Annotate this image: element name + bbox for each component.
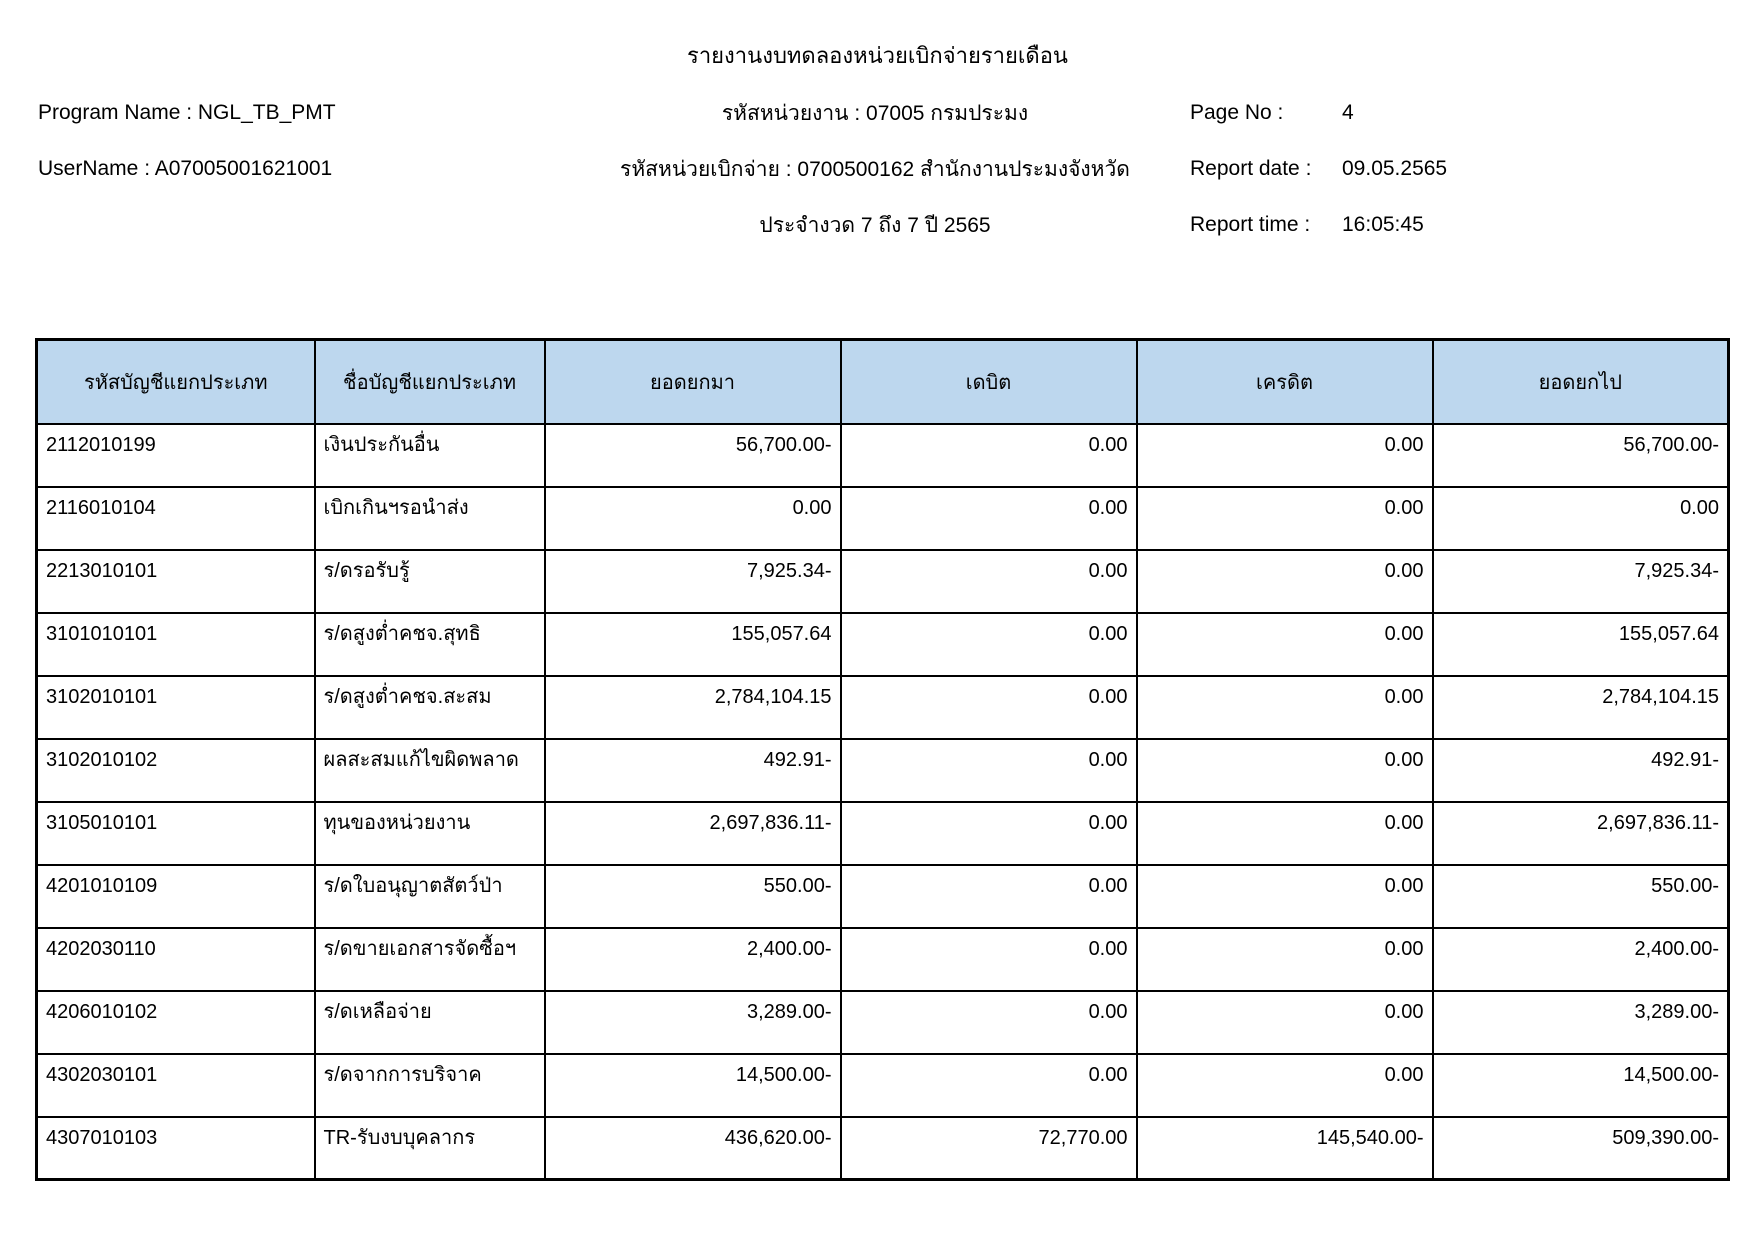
account-name-cell: ร/ดรอรับรู้	[315, 550, 545, 613]
table-row	[37, 1117, 1729, 1180]
balance-carried-forward-cell: 2,400.00-	[1433, 928, 1729, 991]
balance-carried-forward-cell: 509,390.00-	[1433, 1117, 1729, 1180]
account-code-cell: 4202030110	[37, 928, 315, 991]
balance-carried-forward-cell: 155,057.64	[1433, 613, 1729, 676]
debit-cell: 0.00	[841, 739, 1137, 802]
account-code-cell: 3102010102	[37, 739, 315, 802]
credit-cell: 0.00	[1137, 613, 1433, 676]
credit-cell: 0.00	[1137, 550, 1433, 613]
username-label: UserName :	[38, 157, 151, 180]
report-time-line	[1190, 213, 1755, 237]
credit-cell: 0.00	[1137, 676, 1433, 739]
table-row	[37, 487, 1729, 550]
credit-cell: 0.00	[1137, 424, 1433, 487]
account-name-cell: ร/ดเหลือจ่าย	[315, 991, 545, 1054]
table-header-row	[37, 340, 1729, 424]
account-name-cell: เบิกเกินฯรอนำส่ง	[315, 487, 545, 550]
balance-carried-forward-cell: 0.00	[1433, 487, 1729, 550]
page-no-label: Page No :	[1190, 101, 1284, 124]
balance-carried-forward-cell: 2,784,104.15	[1433, 676, 1729, 739]
disbursement-unit-line: รหัสหน่วยเบิกจ่าย : 0700500162 สำนักงานประมงจังหวัด	[620, 157, 1130, 181]
account-code-cell: 2116010104	[37, 487, 315, 550]
debit-cell: 0.00	[841, 928, 1137, 991]
balance-carried-forward-cell: 7,925.34-	[1433, 550, 1729, 613]
balance-brought-forward-cell: 436,620.00-	[545, 1117, 841, 1180]
column-header-balance-brought-forward: ยอดยกมา	[545, 340, 841, 424]
table-row	[37, 613, 1729, 676]
credit-cell: 145,540.00-	[1137, 1117, 1433, 1180]
page-no-value: 4	[1342, 101, 1354, 124]
report-time-label: Report time :	[1190, 213, 1311, 236]
account-code-cell: 3101010101	[37, 613, 315, 676]
debit-cell: 0.00	[841, 676, 1137, 739]
account-name-cell: ทุนของหน่วยงาน	[315, 802, 545, 865]
balance-brought-forward-cell: 0.00	[545, 487, 841, 550]
column-header-debit: เดบิต	[841, 340, 1137, 424]
account-name-cell: TR-รับงบบุคลากร	[315, 1117, 545, 1180]
report-title: รายงานงบทดลองหน่วยเบิกจ่ายรายเดือน	[687, 43, 1068, 68]
account-code-cell: 4307010103	[37, 1117, 315, 1180]
credit-cell: 0.00	[1137, 991, 1433, 1054]
debit-cell: 0.00	[841, 487, 1137, 550]
program-name-value: NGL_TB_PMT	[197, 101, 336, 124]
credit-cell: 0.00	[1137, 739, 1433, 802]
balance-brought-forward-cell: 550.00-	[545, 865, 841, 928]
report-time-value: 16:05:45	[1342, 213, 1424, 236]
account-code-cell: 4201010109	[37, 865, 315, 928]
balance-carried-forward-cell: 56,700.00-	[1433, 424, 1729, 487]
credit-cell: 0.00	[1137, 802, 1433, 865]
program-name-label: Program Name :	[38, 101, 193, 124]
table-row	[37, 550, 1729, 613]
account-name-cell: ร/ดสูงต่ำคชจ.สะสม	[315, 676, 545, 739]
report-date-value: 09.05.2565	[1342, 157, 1448, 180]
table-row	[37, 865, 1729, 928]
account-code-cell: 4302030101	[37, 1054, 315, 1117]
page-no-line	[1190, 101, 1755, 125]
account-name-cell: ร/ดใบอนุญาตสัตว์ป่า	[315, 865, 545, 928]
table-row	[37, 991, 1729, 1054]
credit-cell: 0.00	[1137, 865, 1433, 928]
column-header-account-code: รหัสบัญชีแยกประเภท	[37, 340, 315, 424]
account-name-cell: เงินประกันอื่น	[315, 424, 545, 487]
program-name-line	[0, 101, 560, 125]
table-row	[37, 676, 1729, 739]
credit-cell: 0.00	[1137, 487, 1433, 550]
account-code-cell: 2213010101	[37, 550, 315, 613]
column-header-balance-carried-forward: ยอดยกไป	[1433, 340, 1729, 424]
period-line: ประจำงวด 7 ถึง 7 ปี 2565	[759, 213, 991, 237]
username-line	[0, 157, 560, 181]
balance-brought-forward-cell: 2,784,104.15	[545, 676, 841, 739]
balance-carried-forward-cell: 14,500.00-	[1433, 1054, 1729, 1117]
credit-cell: 0.00	[1137, 1054, 1433, 1117]
balance-carried-forward-cell: 3,289.00-	[1433, 991, 1729, 1054]
account-code-cell: 3105010101	[37, 802, 315, 865]
account-name-cell: ร/ดจากการบริจาค	[315, 1054, 545, 1117]
column-header-credit: เครดิต	[1137, 340, 1433, 424]
balance-carried-forward-cell: 2,697,836.11-	[1433, 802, 1729, 865]
table-row	[37, 1054, 1729, 1117]
balance-brought-forward-cell: 155,057.64	[545, 613, 841, 676]
balance-brought-forward-cell: 7,925.34-	[545, 550, 841, 613]
agency-code-line: รหัสหน่วยงาน : 07005 กรมประมง	[721, 101, 1029, 125]
table-row	[37, 802, 1729, 865]
debit-cell: 0.00	[841, 1054, 1137, 1117]
debit-cell: 0.00	[841, 613, 1137, 676]
debit-cell: 72,770.00	[841, 1117, 1137, 1180]
report-date-label: Report date :	[1190, 157, 1312, 180]
debit-cell: 0.00	[841, 991, 1137, 1054]
balance-brought-forward-cell: 492.91-	[545, 739, 841, 802]
account-name-cell: ร/ดสูงต่ำคชจ.สุทธิ	[315, 613, 545, 676]
account-name-cell: ร/ดขายเอกสารจัดซื้อฯ	[315, 928, 545, 991]
balance-carried-forward-cell: 550.00-	[1433, 865, 1729, 928]
balance-brought-forward-cell: 56,700.00-	[545, 424, 841, 487]
credit-cell: 0.00	[1137, 928, 1433, 991]
username-value: A07005001621001	[154, 157, 333, 180]
table-row	[37, 928, 1729, 991]
table-row	[37, 739, 1729, 802]
account-code-cell: 3102010101	[37, 676, 315, 739]
column-header-account-name: ชื่อบัญชีแยกประเภท	[315, 340, 545, 424]
balance-brought-forward-cell: 2,400.00-	[545, 928, 841, 991]
report-header-info	[0, 85, 1755, 253]
account-name-cell: ผลสะสมแก้ไขผิดพลาด	[315, 739, 545, 802]
report-date-line	[1190, 157, 1755, 181]
balance-brought-forward-cell: 2,697,836.11-	[545, 802, 841, 865]
balance-carried-forward-cell: 492.91-	[1433, 739, 1729, 802]
trial-balance-table	[35, 338, 1730, 1181]
account-code-cell: 2112010199	[37, 424, 315, 487]
account-code-cell: 4206010102	[37, 991, 315, 1054]
debit-cell: 0.00	[841, 550, 1137, 613]
debit-cell: 0.00	[841, 802, 1137, 865]
debit-cell: 0.00	[841, 424, 1137, 487]
balance-brought-forward-cell: 14,500.00-	[545, 1054, 841, 1117]
debit-cell: 0.00	[841, 865, 1137, 928]
table-body	[37, 424, 1729, 1180]
table-row	[37, 424, 1729, 487]
balance-brought-forward-cell: 3,289.00-	[545, 991, 841, 1054]
